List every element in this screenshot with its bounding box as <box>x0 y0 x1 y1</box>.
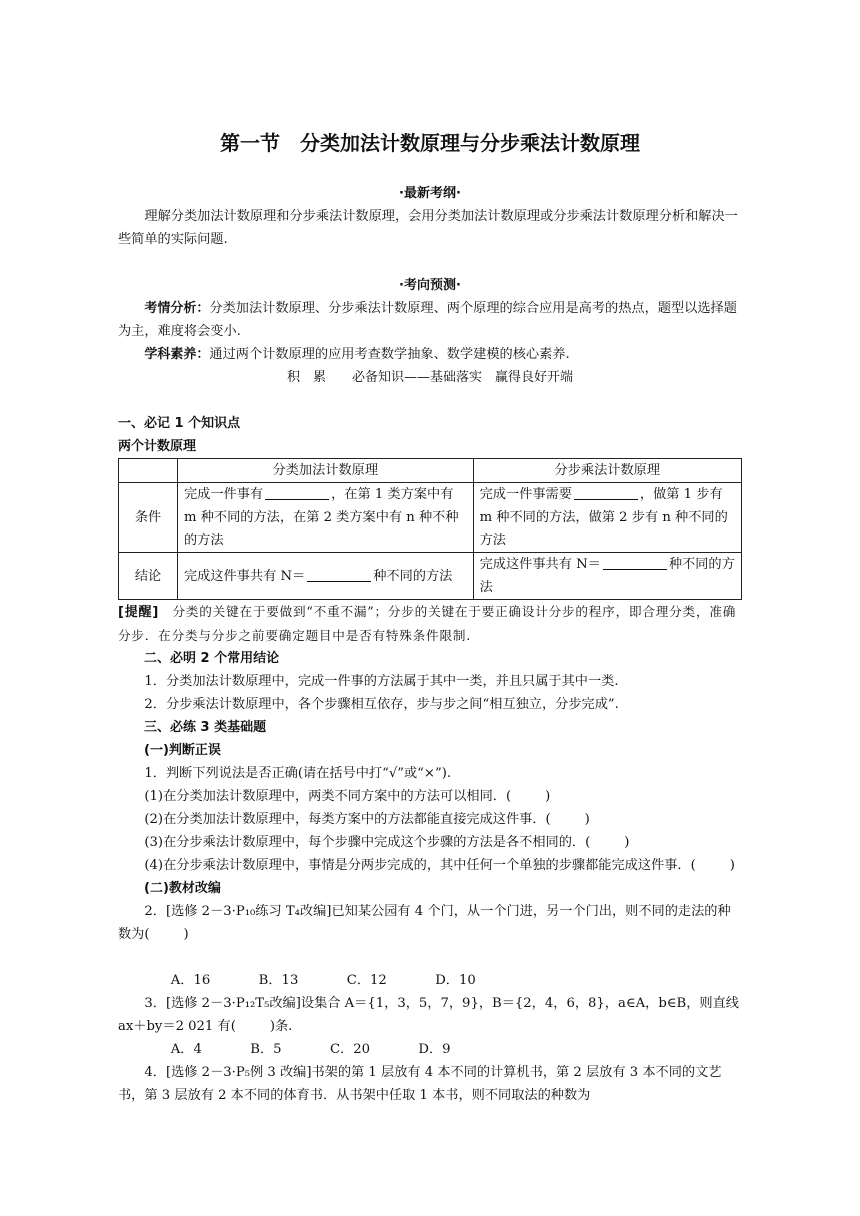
section1-subheading: 两个计数原理 <box>118 439 197 454</box>
answer-blank <box>265 485 329 500</box>
q1-stem: 1．判断下列说法是否正确(请在括号中打“√”或“×”). <box>144 766 452 781</box>
forecast-heading: ·考向预测· <box>399 278 461 293</box>
conclusion-item: 2．分步乘法计数原理中，各个步骤相互依存，步与步之间“相互独立，分步完成”. <box>144 697 619 712</box>
table-row <box>119 553 742 600</box>
q3-stem: 3．[选修 2－3·P₁₂T₅改编]设集合 A＝{1，3，5，7，9}，B＝{2，4，6，8}，a∈A，b∈B，则直线 ax＋by＝2 021 有( <box>118 996 739 1034</box>
syllabus-text: 理解分类加法计数原理和分步乘法计数原理，会用分类加法计数原理或分步乘法计数原理分析和解决一些简单的实际问题. <box>118 209 738 247</box>
cell-text: 完成这件事共有 N＝ <box>479 557 601 572</box>
q4-text: 4．[选修 2－3·P₅例 3 改编]书架的第 1 层放有 4 本不同的计算机书，第 2 层放有 3 本不同的文艺书，第 3 层放有 2 本不同的体育书．从书架中任取 1 本书，则不同取法的种数为 <box>118 1065 722 1103</box>
cell-addition-conclusion <box>178 553 474 600</box>
literacy-text: 通过两个计数原理的应用考查数学抽象、数学建模的核心素养. <box>209 347 570 362</box>
q2-stem: 2．[选修 2－3·P₁₀练习 T₄改编]已知某公园有 4 个门，从一个门进，另一个门出，则不同的走法的种数为( <box>118 904 731 942</box>
table-corner-cell <box>119 459 178 483</box>
tip-paragraph <box>118 600 742 647</box>
cell-text: 完成一件事有 <box>184 487 264 502</box>
cell-text: ，做第 1 步有 m 种不同的方法，做第 2 步有 n 种不同的方法 <box>479 487 728 548</box>
cell-addition-condition <box>178 483 474 553</box>
close-paren: ) <box>183 927 189 942</box>
table-header-multiplication: 分步乘法计数原理 <box>473 459 741 483</box>
close-paren: ) <box>584 812 590 827</box>
forecast-analysis <box>118 297 742 343</box>
literacy-label: 学科素养： <box>144 347 210 362</box>
table-row <box>119 483 742 553</box>
answer-blank <box>603 555 667 570</box>
cell-multiplication-conclusion <box>473 553 741 600</box>
q1-item <box>118 808 742 831</box>
part2-heading: (二)教材改编 <box>144 881 221 896</box>
page-content <box>118 128 742 1107</box>
row-label-condition: 条件 <box>119 483 178 553</box>
section1-heading: 一、必记 1 个知识点 <box>118 416 241 431</box>
table-header-addition: 分类加法计数原理 <box>178 459 474 483</box>
q1-item-text: (2)在分类加法计数原理中，每类方案中的方法都能直接完成这件事．( <box>144 812 551 827</box>
q2-options <box>118 969 742 992</box>
tip-label: [提醒] <box>118 605 160 620</box>
banner-text: 积 累 必备知识——基础落实 赢得良好开端 <box>286 370 573 385</box>
close-paren: ) <box>729 858 735 873</box>
q3-options <box>118 1038 742 1061</box>
option: A．16 <box>170 973 211 988</box>
table-header-row <box>119 459 742 483</box>
syllabus-heading: ·最新考纲· <box>399 186 461 201</box>
option: B．13 <box>258 973 299 988</box>
q1-item <box>118 854 742 877</box>
cell-text: 种不同的方法 <box>479 557 735 595</box>
option: C．20 <box>329 1042 371 1057</box>
analysis-label: 考情分析： <box>144 301 210 316</box>
section3-heading: 三、必练 3 类基础题 <box>144 720 267 735</box>
analysis-text: 分类加法计数原理、分步乘法计数原理、两个原理的综合应用是高考的热点，题型以选择题为主，难度将会变小. <box>118 301 737 339</box>
q3-text <box>118 992 742 1038</box>
forecast-literacy <box>118 343 742 366</box>
cell-text: ，在第 1 类方案中有 m 种不同的方法，在第 2 类方案中有 n 种不种的方法 <box>184 487 459 548</box>
tip-text: 分类的关键在于要做到“不重不漏”；分步的关键在于要正确设计分步的程序，即合理分类，准确分步．在分类与分步之前要确定题目中是否有特殊条件限制. <box>118 604 737 643</box>
conclusion-item: 1．分类加法计数原理中，完成一件事的方法属于其中一类，并且只属于其中一类. <box>144 674 619 689</box>
answer-blank <box>307 567 371 582</box>
close-paren: ) <box>624 835 630 850</box>
close-paren: ) <box>545 789 551 804</box>
cell-multiplication-condition <box>473 483 741 553</box>
counting-principles-table <box>118 458 742 600</box>
part1-heading: (一)判断正误 <box>144 743 221 758</box>
q1-item-text: (1)在分类加法计数原理中，两类不同方案中的方法可以相同．( <box>144 789 512 804</box>
option: B．5 <box>250 1042 282 1057</box>
cell-text: 完成这件事共有 N＝ <box>184 568 306 584</box>
q1-item-text: (3)在分步乘法计数原理中，每个步骤中完成这个步骤的方法是各不相同的．( <box>144 835 591 850</box>
row-label-conclusion: 结论 <box>119 553 178 600</box>
q1-item-text: (4)在分步乘法计数原理中，事情是分两步完成的，其中任何一个单独的步骤都能完成这件事．( <box>144 858 696 873</box>
q1-item <box>118 831 742 854</box>
q2-text <box>118 900 742 946</box>
section-banner <box>118 366 742 389</box>
answer-blank <box>574 485 638 500</box>
q3-tail: )条. <box>269 1019 293 1034</box>
q1-item <box>118 785 742 808</box>
option: A．4 <box>170 1042 202 1057</box>
option: D．10 <box>435 973 476 988</box>
page-title: 第一节 分类加法计数原理与分步乘法计数原理 <box>220 131 640 155</box>
option: D．9 <box>418 1042 451 1057</box>
option: C．12 <box>346 973 387 988</box>
cell-text: 种不同的方法 <box>373 568 453 584</box>
cell-text: 完成一件事需要 <box>479 487 572 502</box>
section2-heading: 二、必明 2 个常用结论 <box>144 651 280 666</box>
